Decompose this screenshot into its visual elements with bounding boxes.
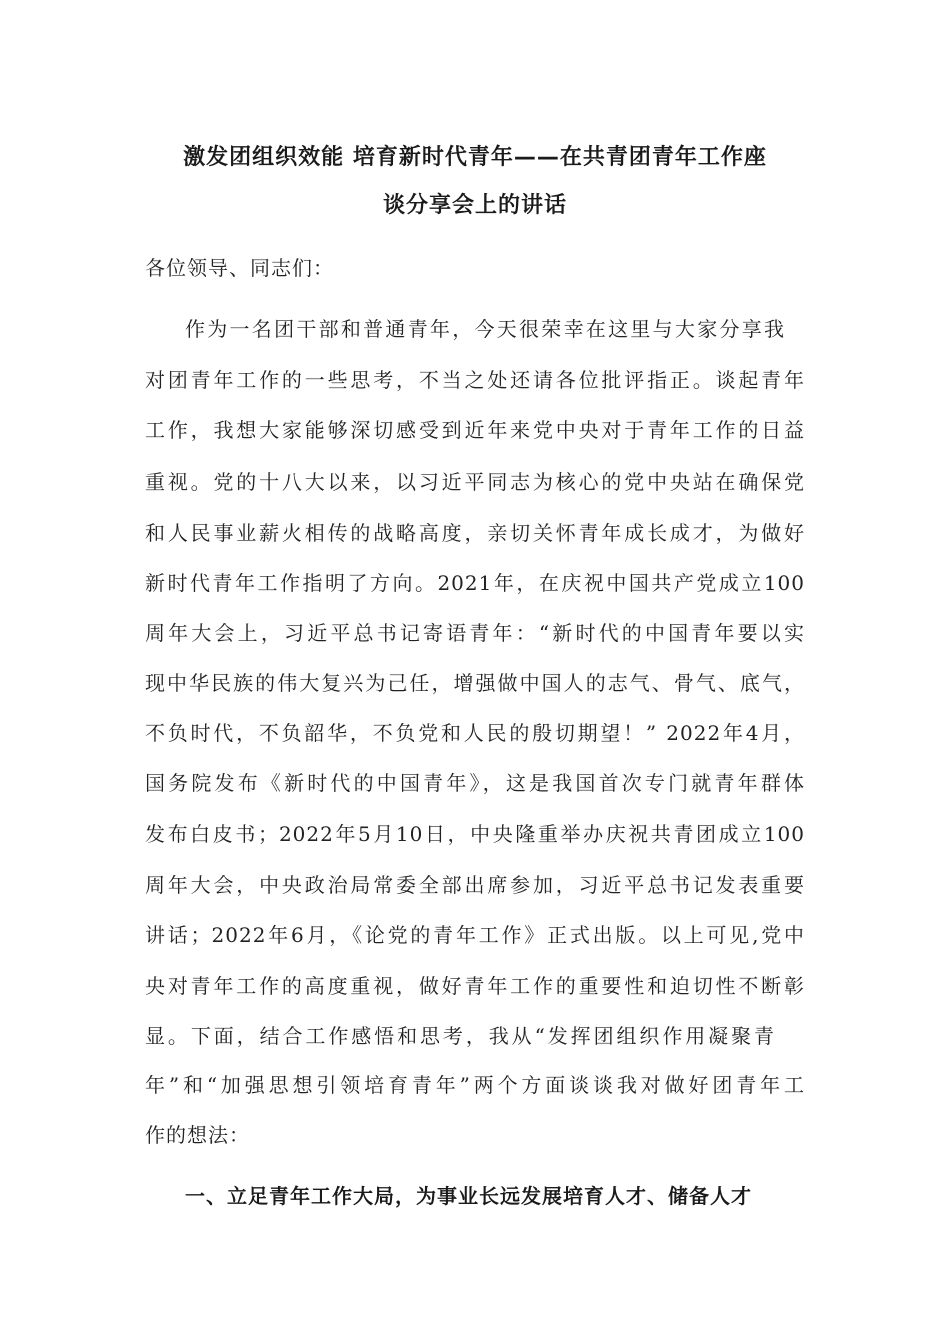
paragraph-line: 和人民事业薪火相传的战略高度，亲切关怀青年成长成才，为做好 <box>145 521 805 545</box>
paragraph-line: 重视。党的十八大以来，以习近平同志为核心的党中央站在确保党 <box>145 470 805 494</box>
paragraph-line: 年”和“加强思想引领培育青年”两个方面谈谈我对做好团青年工 <box>145 1073 805 1097</box>
paragraph-line: 现中华民族的伟大复兴为己任，增强做中国人的志气、骨气、底气， <box>145 671 805 695</box>
salutation: 各位领导、同志们： <box>145 256 334 280</box>
section-heading: 一、立足青年工作大局，为事业长远发展培育人才、储备人才 <box>185 1184 752 1208</box>
paragraph-line: 作的想法： <box>145 1123 250 1147</box>
paragraph-line: 央对青年工作的高度重视，做好青年工作的重要性和迫切性不断彰 <box>145 974 805 998</box>
paragraph-line: 国务院发布《新时代的中国青年》，这是我国首次专门就青年群体 <box>145 771 805 795</box>
document-title-line-1: 激发团组织效能 培育新时代青年——在共青团青年工作座 <box>183 145 767 170</box>
paragraph-line: 讲话；2022年6月，《论党的青年工作》正式出版。以上可见,党中 <box>145 923 805 947</box>
paragraph-line: 周年大会上，习近平总书记寄语青年：“新时代的中国青年要以实 <box>145 621 805 645</box>
paragraph-line: 作为一名团干部和普通青年，今天很荣幸在这里与大家分享我 <box>185 317 785 341</box>
paragraph-line: 显。下面，结合工作感悟和思考，我从“发挥团组织作用凝聚青 <box>145 1024 775 1048</box>
paragraph-line: 发布白皮书；2022年5月10日，中央隆重举办庆祝共青团成立100 <box>145 822 805 846</box>
paragraph-line: 周年大会，中央政治局常委全部出席参加，习近平总书记发表重要 <box>145 873 805 897</box>
paragraph-line: 对团青年工作的一些思考，不当之处还请各位批评指正。谈起青年 <box>145 368 805 392</box>
paragraph-line: 不负时代，不负韶华，不负党和人民的殷切期望！” 2022年4月， <box>145 721 805 745</box>
paragraph-line: 工作，我想大家能够深切感受到近年来党中央对于青年工作的日益 <box>145 418 805 442</box>
document-title-line-2: 谈分享会上的讲话 <box>382 193 567 218</box>
paragraph-line: 新时代青年工作指明了方向。2021年，在庆祝中国共产党成立100 <box>145 571 805 595</box>
